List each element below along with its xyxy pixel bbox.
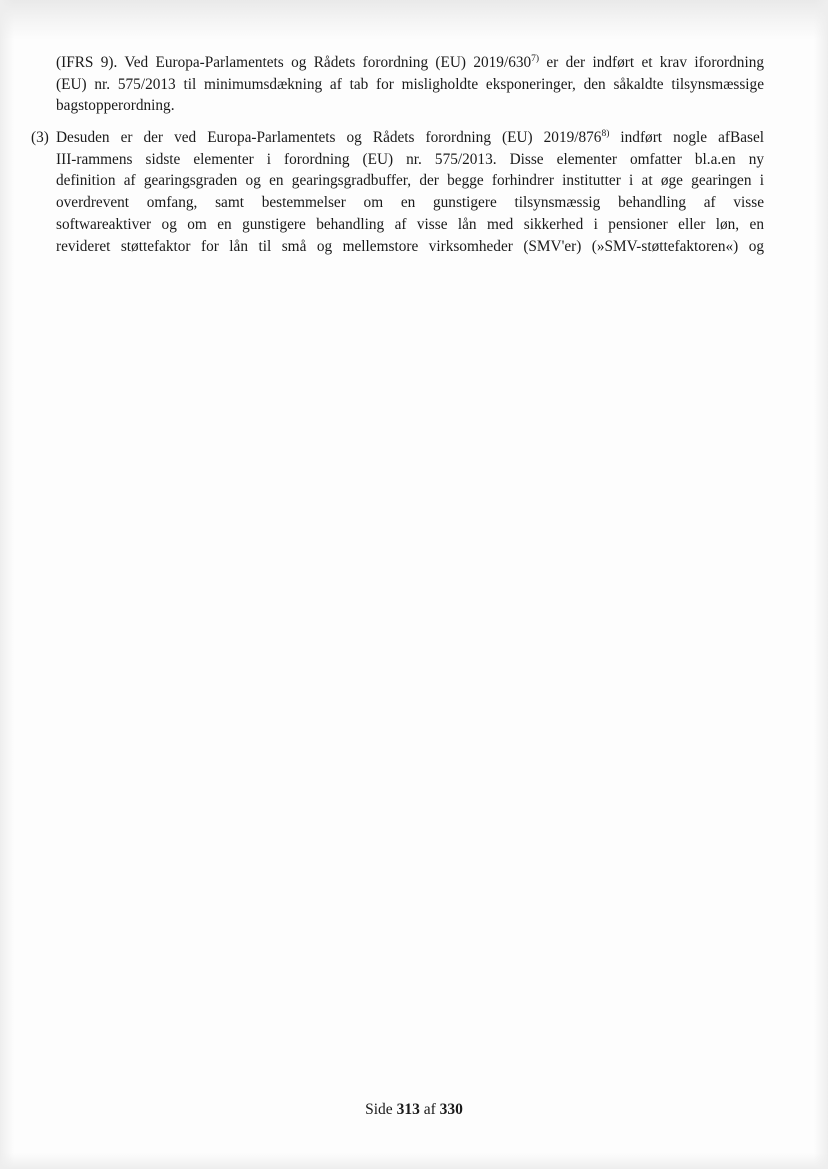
text-line-content: III-rammens sidste elementer i forordning (EU) nr. 575/2013. Disse elementer omfatter bl.a.en ny <box>56 150 764 168</box>
text-line-content: softwareaktiver og om en gunstigere behandling af visse lån med sikkerhed i pensioner eller løn, en <box>56 215 764 233</box>
paragraph-3 <box>31 127 764 257</box>
page-total: 330 <box>439 1101 463 1118</box>
text-line <box>56 74 764 96</box>
text-line-content: bagstopperordning. <box>56 97 175 115</box>
footnote-ref: 8) <box>601 129 610 139</box>
text-line <box>56 95 764 117</box>
scan-edge-right <box>814 0 828 1169</box>
text-line-content: overdrevent omfang, samt bestemmelser om en gunstigere tilsynsmæssig behandling af visse <box>56 194 764 212</box>
page-of-label: af <box>423 1101 436 1118</box>
paragraph-number: (3) <box>31 129 49 146</box>
scan-edge-left <box>0 0 14 1169</box>
page-footer <box>0 1100 828 1120</box>
text-line <box>56 170 764 192</box>
footnote-ref: 7) <box>531 54 540 64</box>
text-line <box>56 52 764 74</box>
text-line <box>56 214 764 236</box>
scan-edge-bottom <box>0 1153 828 1169</box>
scan-edge-top <box>0 0 828 40</box>
text-line-content: indført nogle afBasel <box>609 129 764 146</box>
text-line-content: Desuden er der ved Europa-Parlamentets og Rådets forordning (EU) 2019/876 <box>56 129 602 146</box>
page-number: 313 <box>396 1101 420 1118</box>
text-line-content: (EU) nr. 575/2013 til minimumsdækning af tab for misligholdte eksponeringer, den såkaldte tilsynsmæssige <box>56 75 764 93</box>
text-line <box>56 192 764 214</box>
text-line-content: er der indført et krav iforordning <box>539 54 764 71</box>
text-line <box>56 149 764 171</box>
text-line <box>56 127 764 149</box>
text-line-content: (IFRS 9). Ved Europa-Parlamentets og Rådets forordning (EU) 2019/630 <box>56 54 532 71</box>
text-line-content: revideret støttefaktor for lån til små og mellemstore virksomheder (SMV'er) (»SMV-støttefaktoren«) og <box>56 237 764 255</box>
page-label: Side <box>365 1101 393 1118</box>
text-line <box>56 236 764 258</box>
text-line-content: definition af gearingsgraden og en gearingsgradbuffer, der begge forhindrer institutter i at øge gearingen i <box>56 172 764 190</box>
paragraph-continuation <box>56 52 764 117</box>
